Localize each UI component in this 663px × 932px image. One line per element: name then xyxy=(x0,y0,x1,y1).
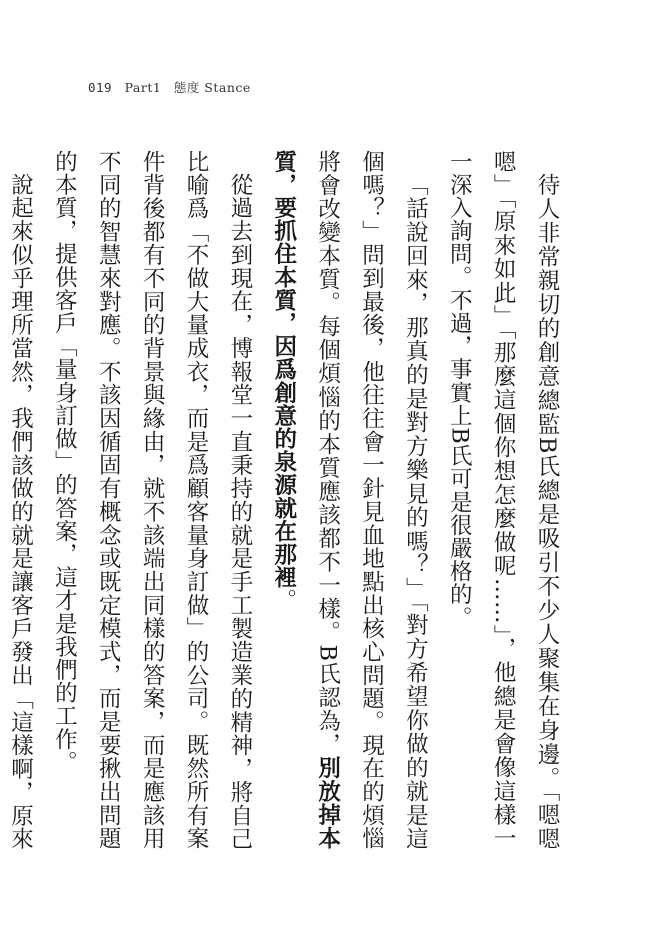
chapter-title: 態度 Stance xyxy=(173,80,251,95)
paragraph-2-bold: 別放掉本質，要抓住本質，因爲創意的泉源就在那裡 xyxy=(270,150,341,850)
paragraph-4: 說起來似乎理所當然，我們該做的就是讓客戶發出「這樣啊，原來 xyxy=(7,172,34,850)
paragraph-2 xyxy=(261,150,437,850)
part-label: Part1 xyxy=(124,80,162,95)
paragraph-2-text: 「話說回來，那真的是對方樂見的嗎？」「對方希望你做的就是這個嗎？」問到最後，他往往會一針見血地點出核心問題。現在的煩惱將會改變本質。每個煩惱的本質應該都不一樣。B氏認為， xyxy=(314,150,429,850)
vertical-body-text xyxy=(7,150,568,850)
paragraph-3: 從過去到現在，博報堂一直秉持的就是手工製造業的精神，將自己比喻爲「不做大量成衣，而是爲顧客量身訂做」的公司。既然所有案件背後都有不同的背景與緣由，就不該端出同樣的答案，而是應該用不同的智慧來對應。不該因循固有概念或既定模式，而是要揪出問題的本質，提供客戶「量身訂做」的答案，這才是我們的工作。 xyxy=(51,150,253,850)
paragraph-2-end: 。 xyxy=(270,588,297,613)
page-number: 019 xyxy=(88,80,113,95)
paragraph-1: 待人非常親切的創意總監B氏總是吸引不少人聚集在身邊。「嗯嗯嗯」「原來如此」「那麼這個你想怎麼做呢……」，他總是會像這樣一一深入詢問。不過，事實上B氏可是很嚴格的。 xyxy=(446,150,560,850)
running-header xyxy=(88,78,259,96)
